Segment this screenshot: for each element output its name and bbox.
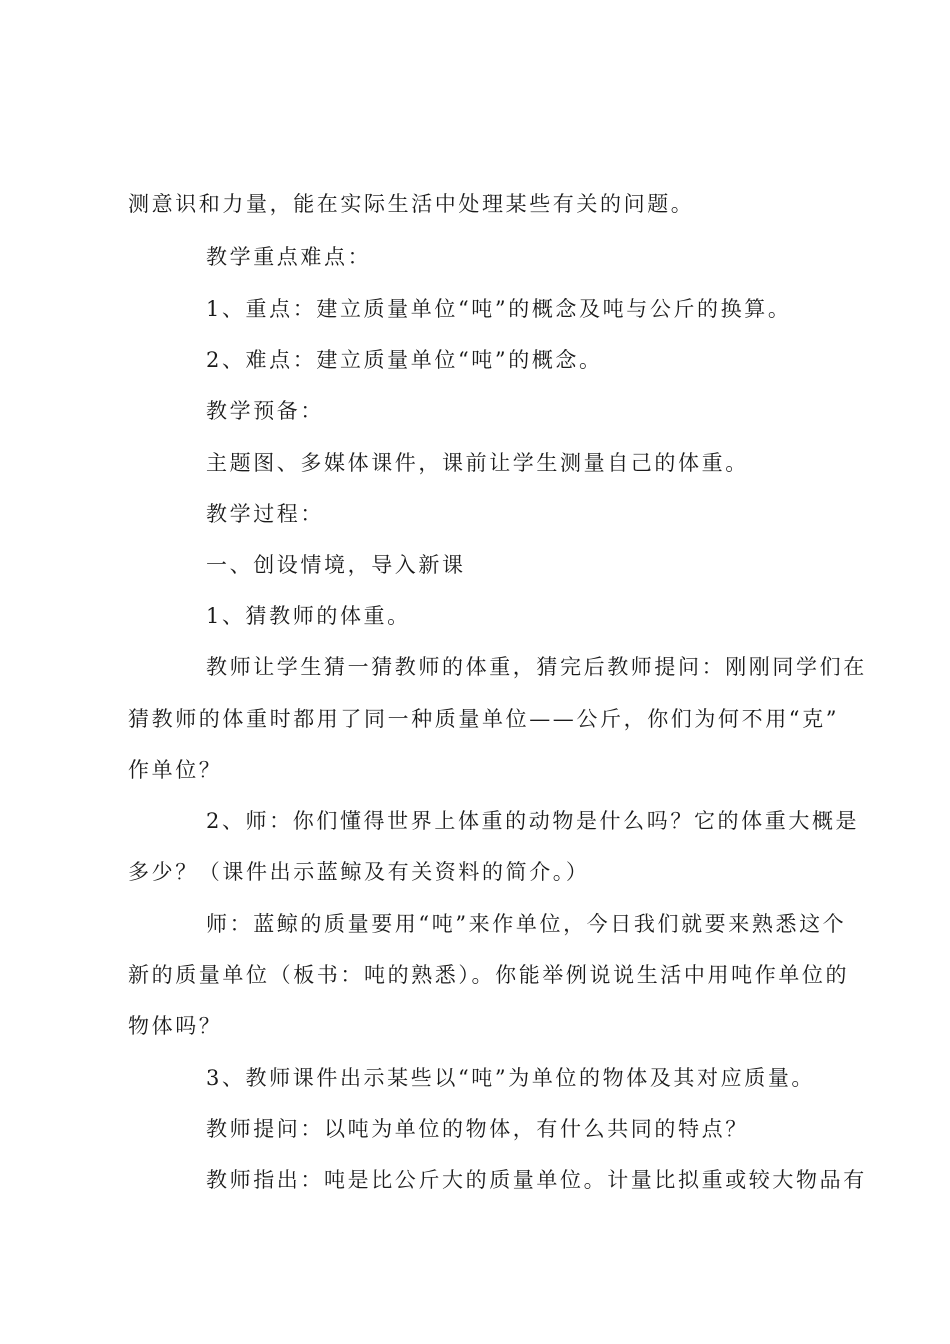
- text-line: 主题图、多媒体课件，课前让学生测量自己的体重。: [206, 451, 749, 475]
- section-heading: 教学重点难点：: [206, 245, 372, 269]
- text-line: 多少？（课件出示蓝鲸及有关资料的简介。）: [128, 860, 590, 884]
- text-line: 师：蓝鲸的质量要用“吨”来作单位，今日我们就要来熟悉这个: [206, 912, 847, 936]
- text-line: 物体吗？: [128, 1014, 223, 1038]
- text-line: 3、教师课件出示某些以“吨”为单位的物体及其对应质量。: [206, 1066, 816, 1090]
- text-line: 教师指出：吨是比公斤大的质量单位。计量比拟重或较大物品有: [206, 1168, 867, 1192]
- section-heading: 教学预备：: [206, 399, 324, 423]
- text-line: 教师提问：以吨为单位的物体，有什么共同的特点？: [206, 1117, 749, 1141]
- subsection-heading: 一、创设情境，导入新课: [206, 553, 466, 577]
- text-line: 作单位？: [128, 758, 223, 782]
- text-line: 猜教师的体重时都用了同一种质量单位——公斤，你们为何不用“克”: [128, 707, 840, 731]
- text-line: 新的质量单位（板书：吨的熟悉）。你能举例说说生活中用吨作单位的: [128, 963, 850, 987]
- text-line: 教师让学生猜一猜教师的体重，猜完后教师提问：刚刚同学们在: [206, 655, 867, 679]
- section-heading: 教学过程：: [206, 502, 324, 526]
- text-line: 测意识和力量，能在实际生活中处理某些有关的问题。: [128, 192, 695, 216]
- text-line: 1、重点：建立质量单位“吨”的概念及吨与公斤的换算。: [206, 297, 792, 321]
- text-line: 2、难点：建立质量单位“吨”的概念。: [206, 348, 603, 372]
- text-line: 1、猜教师的体重。: [206, 604, 411, 628]
- text-line: 2、师：你们懂得世界上体重的动物是什么吗？它的体重大概是: [206, 809, 860, 833]
